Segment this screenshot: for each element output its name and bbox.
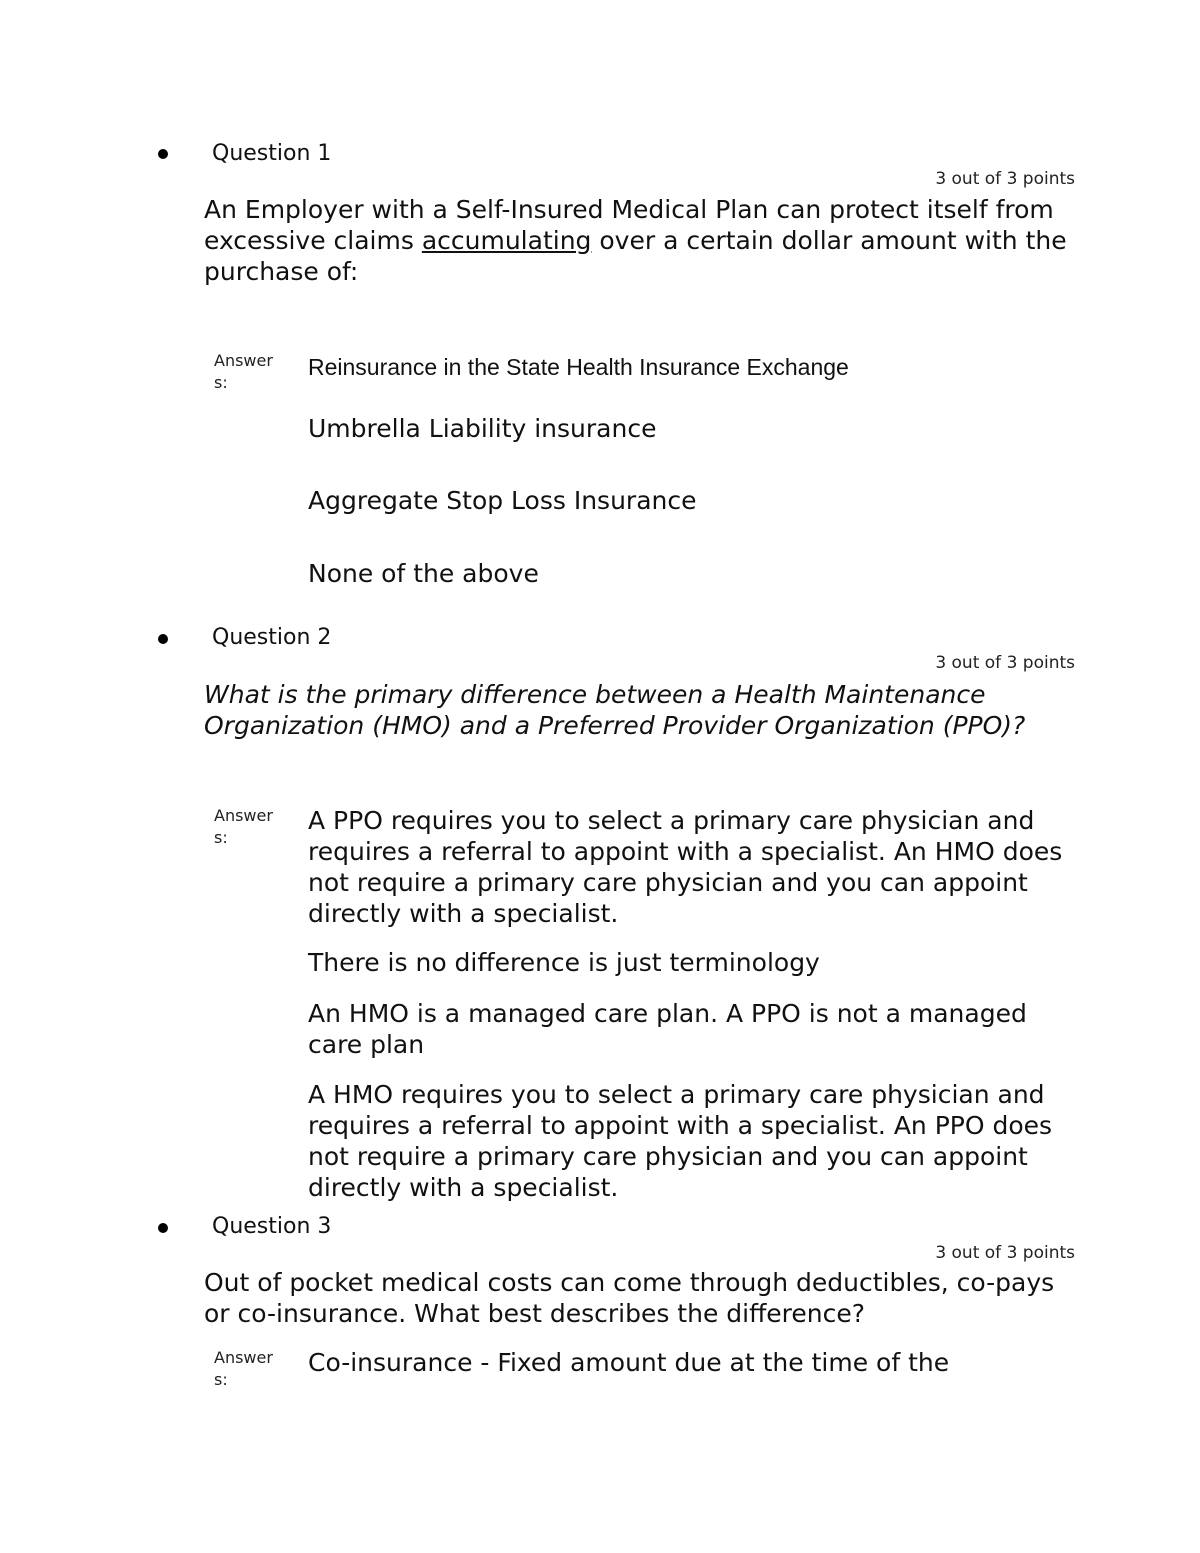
question-1-prompt-text-after: over a certain dollar amount with the purchase of: [204,226,1067,286]
question-1-answers-label [214,350,294,394]
question-3-title: Question 3 [212,1214,332,1239]
question-1-option-1[interactable]: Reinsurance in the State Health Insurance Exchange [308,354,849,380]
answers-label-line2: s: [214,373,228,392]
question-1-prompt-underlined: accumulating [421,226,592,255]
question-2-option-3[interactable]: An HMO is a managed care plan. A PPO is not a managed care plan [308,999,1027,1059]
question-2-answers-label [214,805,294,849]
question-3-bullet [158,1223,168,1233]
question-2-bullet [158,634,168,644]
answers-label-line1: Answer [214,351,273,370]
question-2-prompt: What is the primary difference between a Health Maintenance Organization (HMO) and a Preferred Provider Organization (PPO)? [204,680,1026,740]
question-2-points: 3 out of 3 points [935,653,1075,673]
answers-label-line2: s: [214,828,228,847]
answers-label-line2: s: [214,1370,228,1389]
question-1-option-3[interactable]: Aggregate Stop Loss Insurance [308,486,697,515]
question-2-option-4[interactable]: A HMO requires you to select a primary care physician and requires a referral to appoint with a specialist. An PPO does not require a primary care physician and you can appoint directly with a specialist. [308,1080,1053,1202]
question-3-answers-label [214,1347,294,1391]
answers-label-line1: Answer [214,1348,273,1367]
question-3-points: 3 out of 3 points [935,1243,1075,1263]
question-2-title: Question 2 [212,625,332,650]
question-1-bullet [158,149,168,159]
question-2-option-1[interactable]: A PPO requires you to select a primary care physician and requires a referral to appoint with a specialist. An HMO does not require a primary care physician and you can appoint directly with a specialist. [308,806,1063,928]
question-1-option-2[interactable]: Umbrella Liability insurance [308,414,657,443]
question-1-prompt-text-before: An Employer with a Self-Insured Medical Plan can protect itself from excessive claims [204,195,1054,255]
question-1-prompt [204,194,1084,287]
question-1-points: 3 out of 3 points [935,169,1075,189]
question-3-option-1[interactable]: Co-insurance - Fixed amount due at the time of the [308,1348,950,1377]
answers-label-line1: Answer [214,806,273,825]
question-1-title: Question 1 [212,141,332,166]
question-1-option-4[interactable]: None of the above [308,559,539,588]
question-2-option-2[interactable]: There is no difference is just terminology [308,948,820,977]
question-3-prompt: Out of pocket medical costs can come through deductibles, co-pays or co-insurance. What best describes the difference? [204,1268,1055,1328]
